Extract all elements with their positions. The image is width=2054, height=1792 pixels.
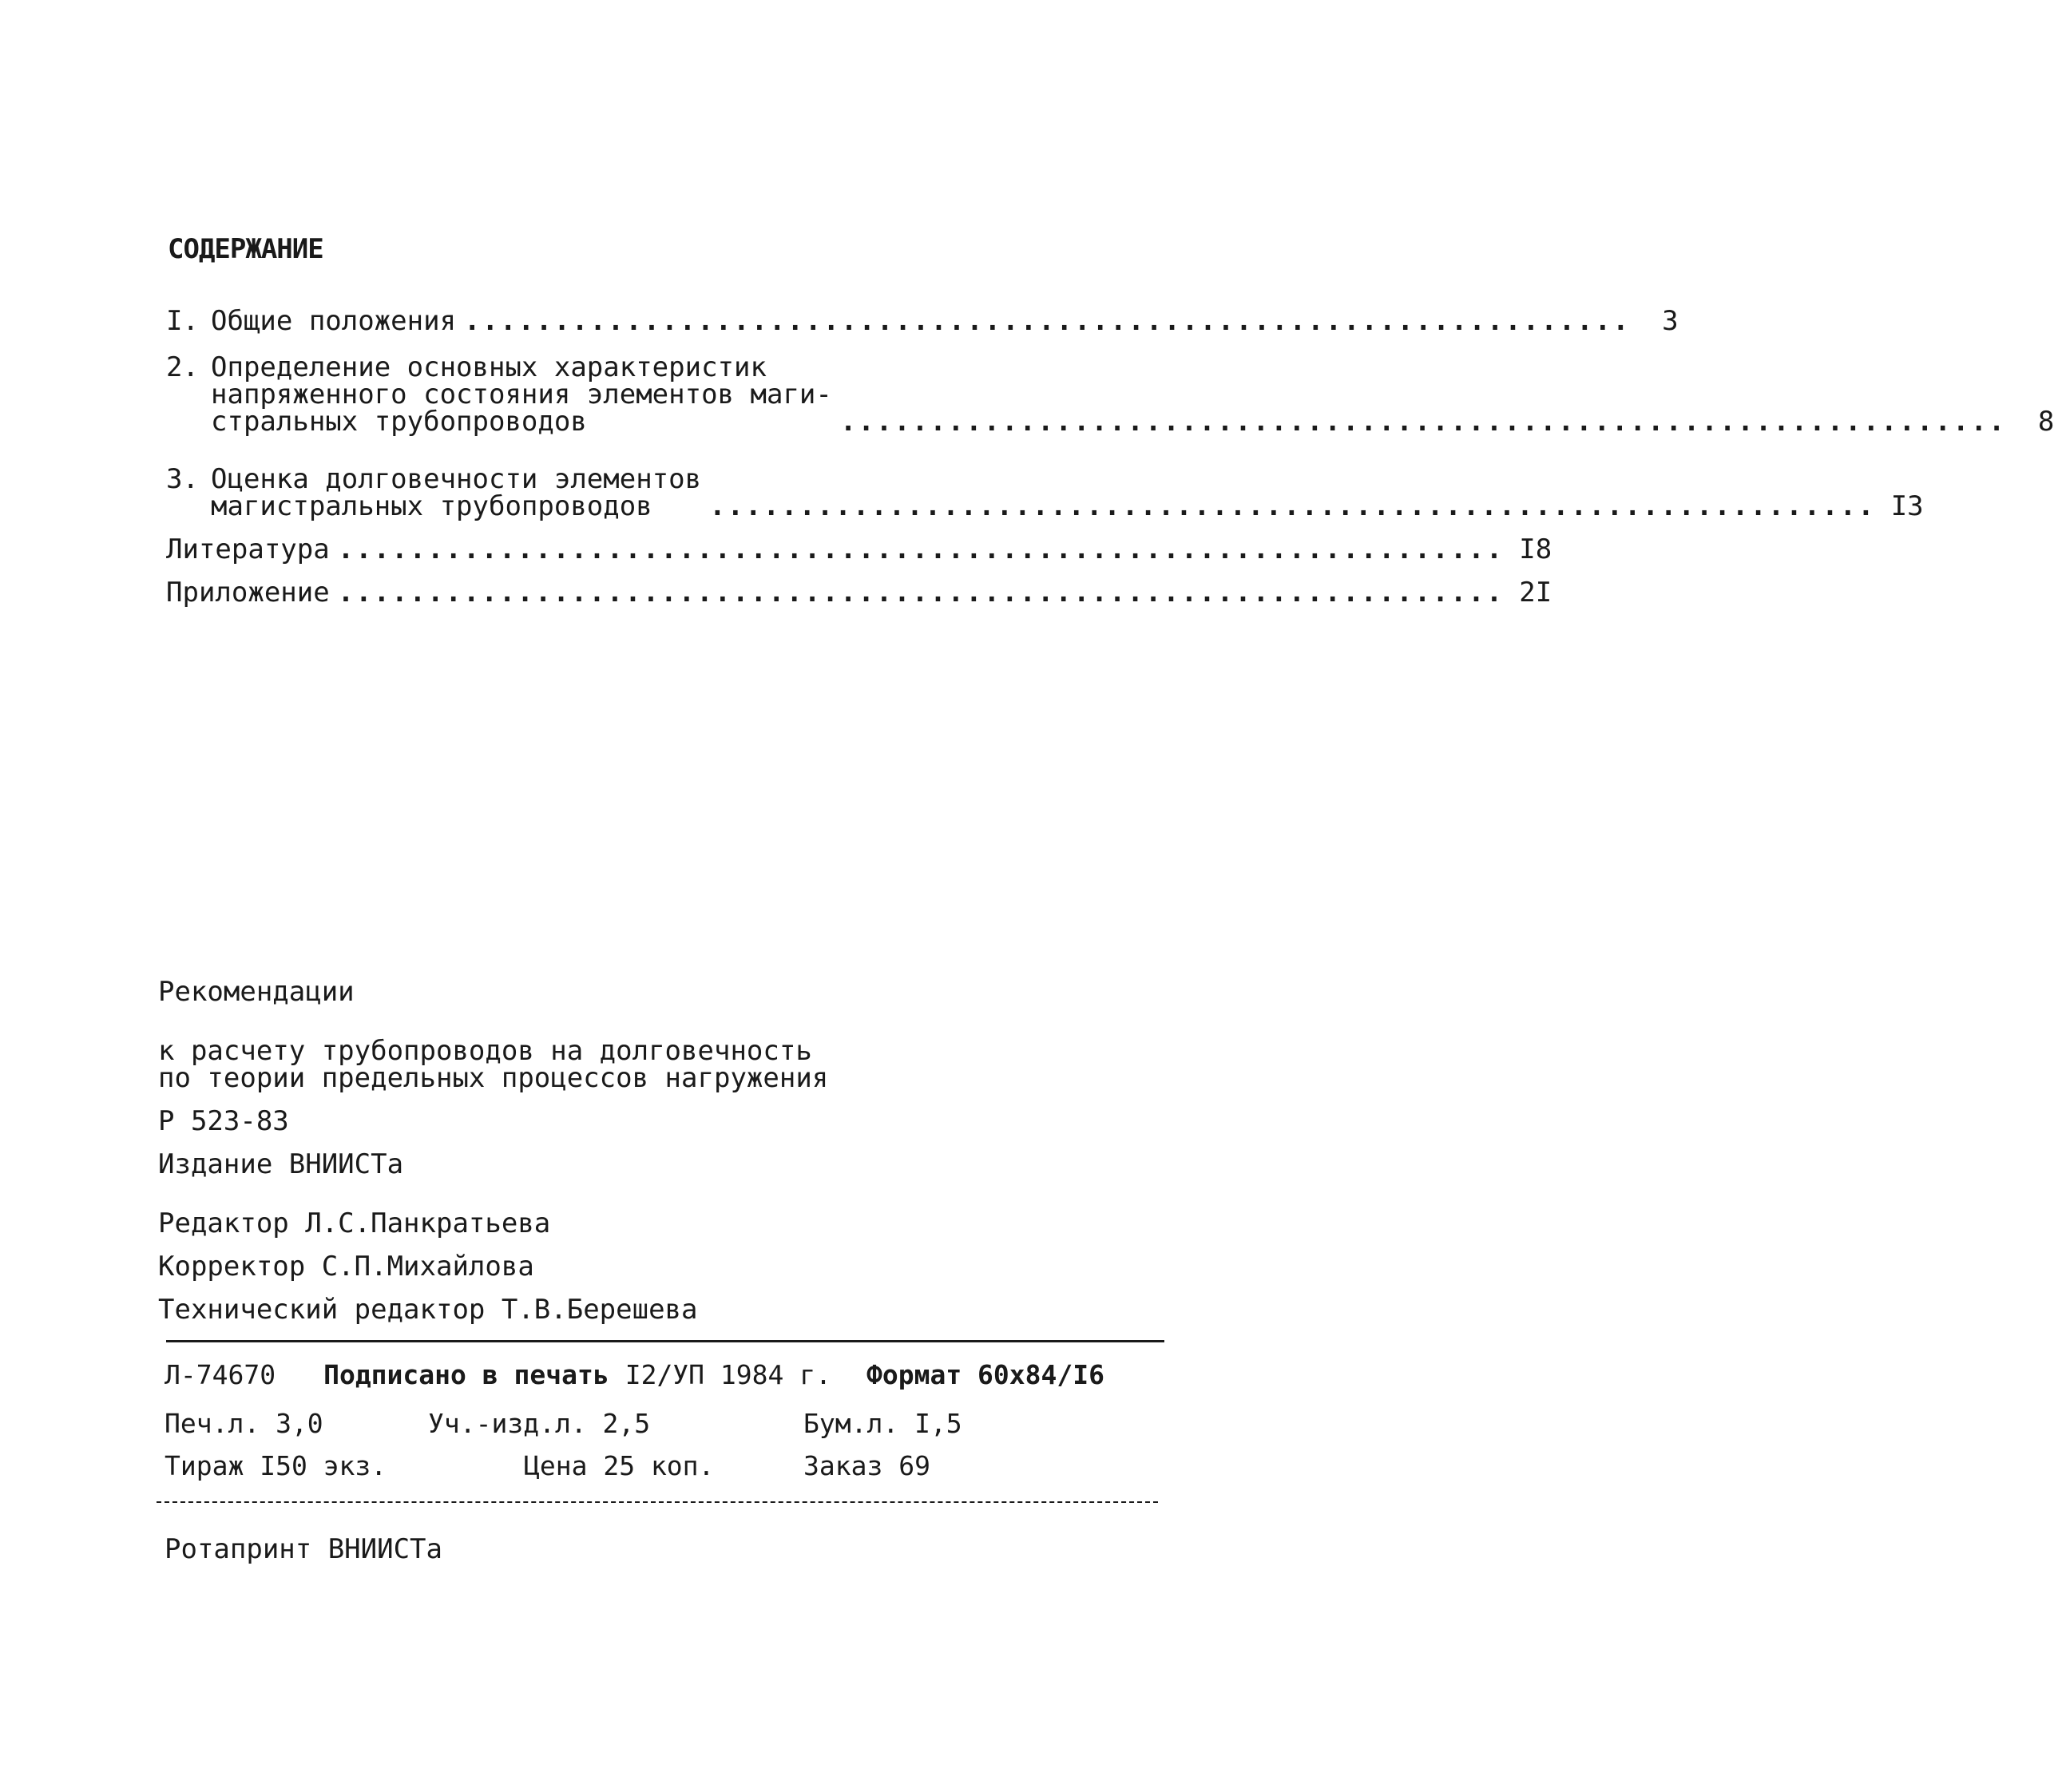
toc-entry-number: 2.: [166, 351, 199, 383]
printer-name: Ротапринт ВНИИСТа: [165, 1533, 442, 1565]
toc-entry-page: I8: [1519, 533, 1552, 565]
toc-entry: [166, 463, 1924, 522]
publication-code: Р 523-83: [158, 1105, 289, 1137]
order-number: Заказ 69: [803, 1450, 930, 1481]
toc-entry: [166, 351, 2054, 438]
publisher: Издание ВНИИСТа: [158, 1148, 404, 1180]
corrector: Корректор С.П.Михайлова: [158, 1251, 534, 1283]
toc-entry-page: 8: [2037, 406, 2054, 438]
toc-entry-page: 2I: [1519, 577, 1552, 609]
toc-entry-title-continuation: напряженного состояния элементов маги-: [211, 379, 832, 410]
price: Цена 25 коп.: [524, 1450, 715, 1481]
editor: Редактор Л.С.Панкратьева: [158, 1207, 551, 1239]
toc-entry-page: 3: [1662, 305, 1679, 337]
toc-entry-number: 3.: [166, 463, 199, 495]
imprint-block: [165, 1359, 1104, 1481]
toc-entry-title: Приложение: [166, 577, 330, 609]
toc-entry-number: I.: [166, 305, 199, 337]
paper-sheets: Бум.л. I,5: [803, 1408, 962, 1439]
toc-entry: [166, 533, 1552, 565]
colophon: [158, 976, 829, 1326]
divider: [157, 1501, 1158, 1503]
toc-entry-page: I3: [1890, 490, 1924, 522]
divider: [166, 1340, 1164, 1342]
publishing-sheets: Уч.-изд.л. 2,5: [428, 1408, 651, 1439]
toc-entry-title: Определение основных характеристик: [211, 351, 767, 383]
toc-entry-title: Оценка долговечности элементов: [211, 463, 702, 495]
signed-label: Подписано в печать: [323, 1359, 609, 1390]
dot-leader: .................................................................: [839, 406, 2007, 438]
dot-leader: .................................................................: [709, 490, 1876, 522]
paper-format: Формат 60х84/I6: [866, 1359, 1104, 1390]
dot-leader: .................................................................: [337, 577, 1505, 609]
technical-editor: Технический редактор Т.В.Берешева: [158, 1294, 698, 1326]
table-of-contents: [166, 305, 2054, 609]
toc-entry: [166, 577, 1552, 609]
dot-leader: .................................................................: [464, 305, 1631, 337]
publication-subtitle: по теории предельных процессов нагружения: [158, 1062, 829, 1094]
toc-heading: СОДЕРЖАНИЕ: [168, 233, 323, 265]
print-sheets: Печ.л. 3,0: [165, 1408, 323, 1439]
license-number: Л-74670: [165, 1359, 276, 1390]
print-run: Тираж I50 экз.: [165, 1450, 387, 1481]
toc-entry-title: Литература: [166, 533, 330, 565]
toc-entry: [166, 305, 1679, 337]
publication-subtitle: к расчету трубопроводов на долговечность: [158, 1035, 812, 1067]
toc-entry-title: Общие положения: [211, 305, 457, 337]
toc-entry-title-continuation: магистральных трубопроводов: [211, 490, 652, 522]
toc-entry-title-continuation: стральных трубопроводов: [211, 406, 587, 438]
dot-leader: .................................................................: [337, 533, 1505, 565]
signed-date: I2/УП 1984 г.: [625, 1359, 831, 1390]
publication-title: Рекомендации: [158, 976, 355, 1008]
